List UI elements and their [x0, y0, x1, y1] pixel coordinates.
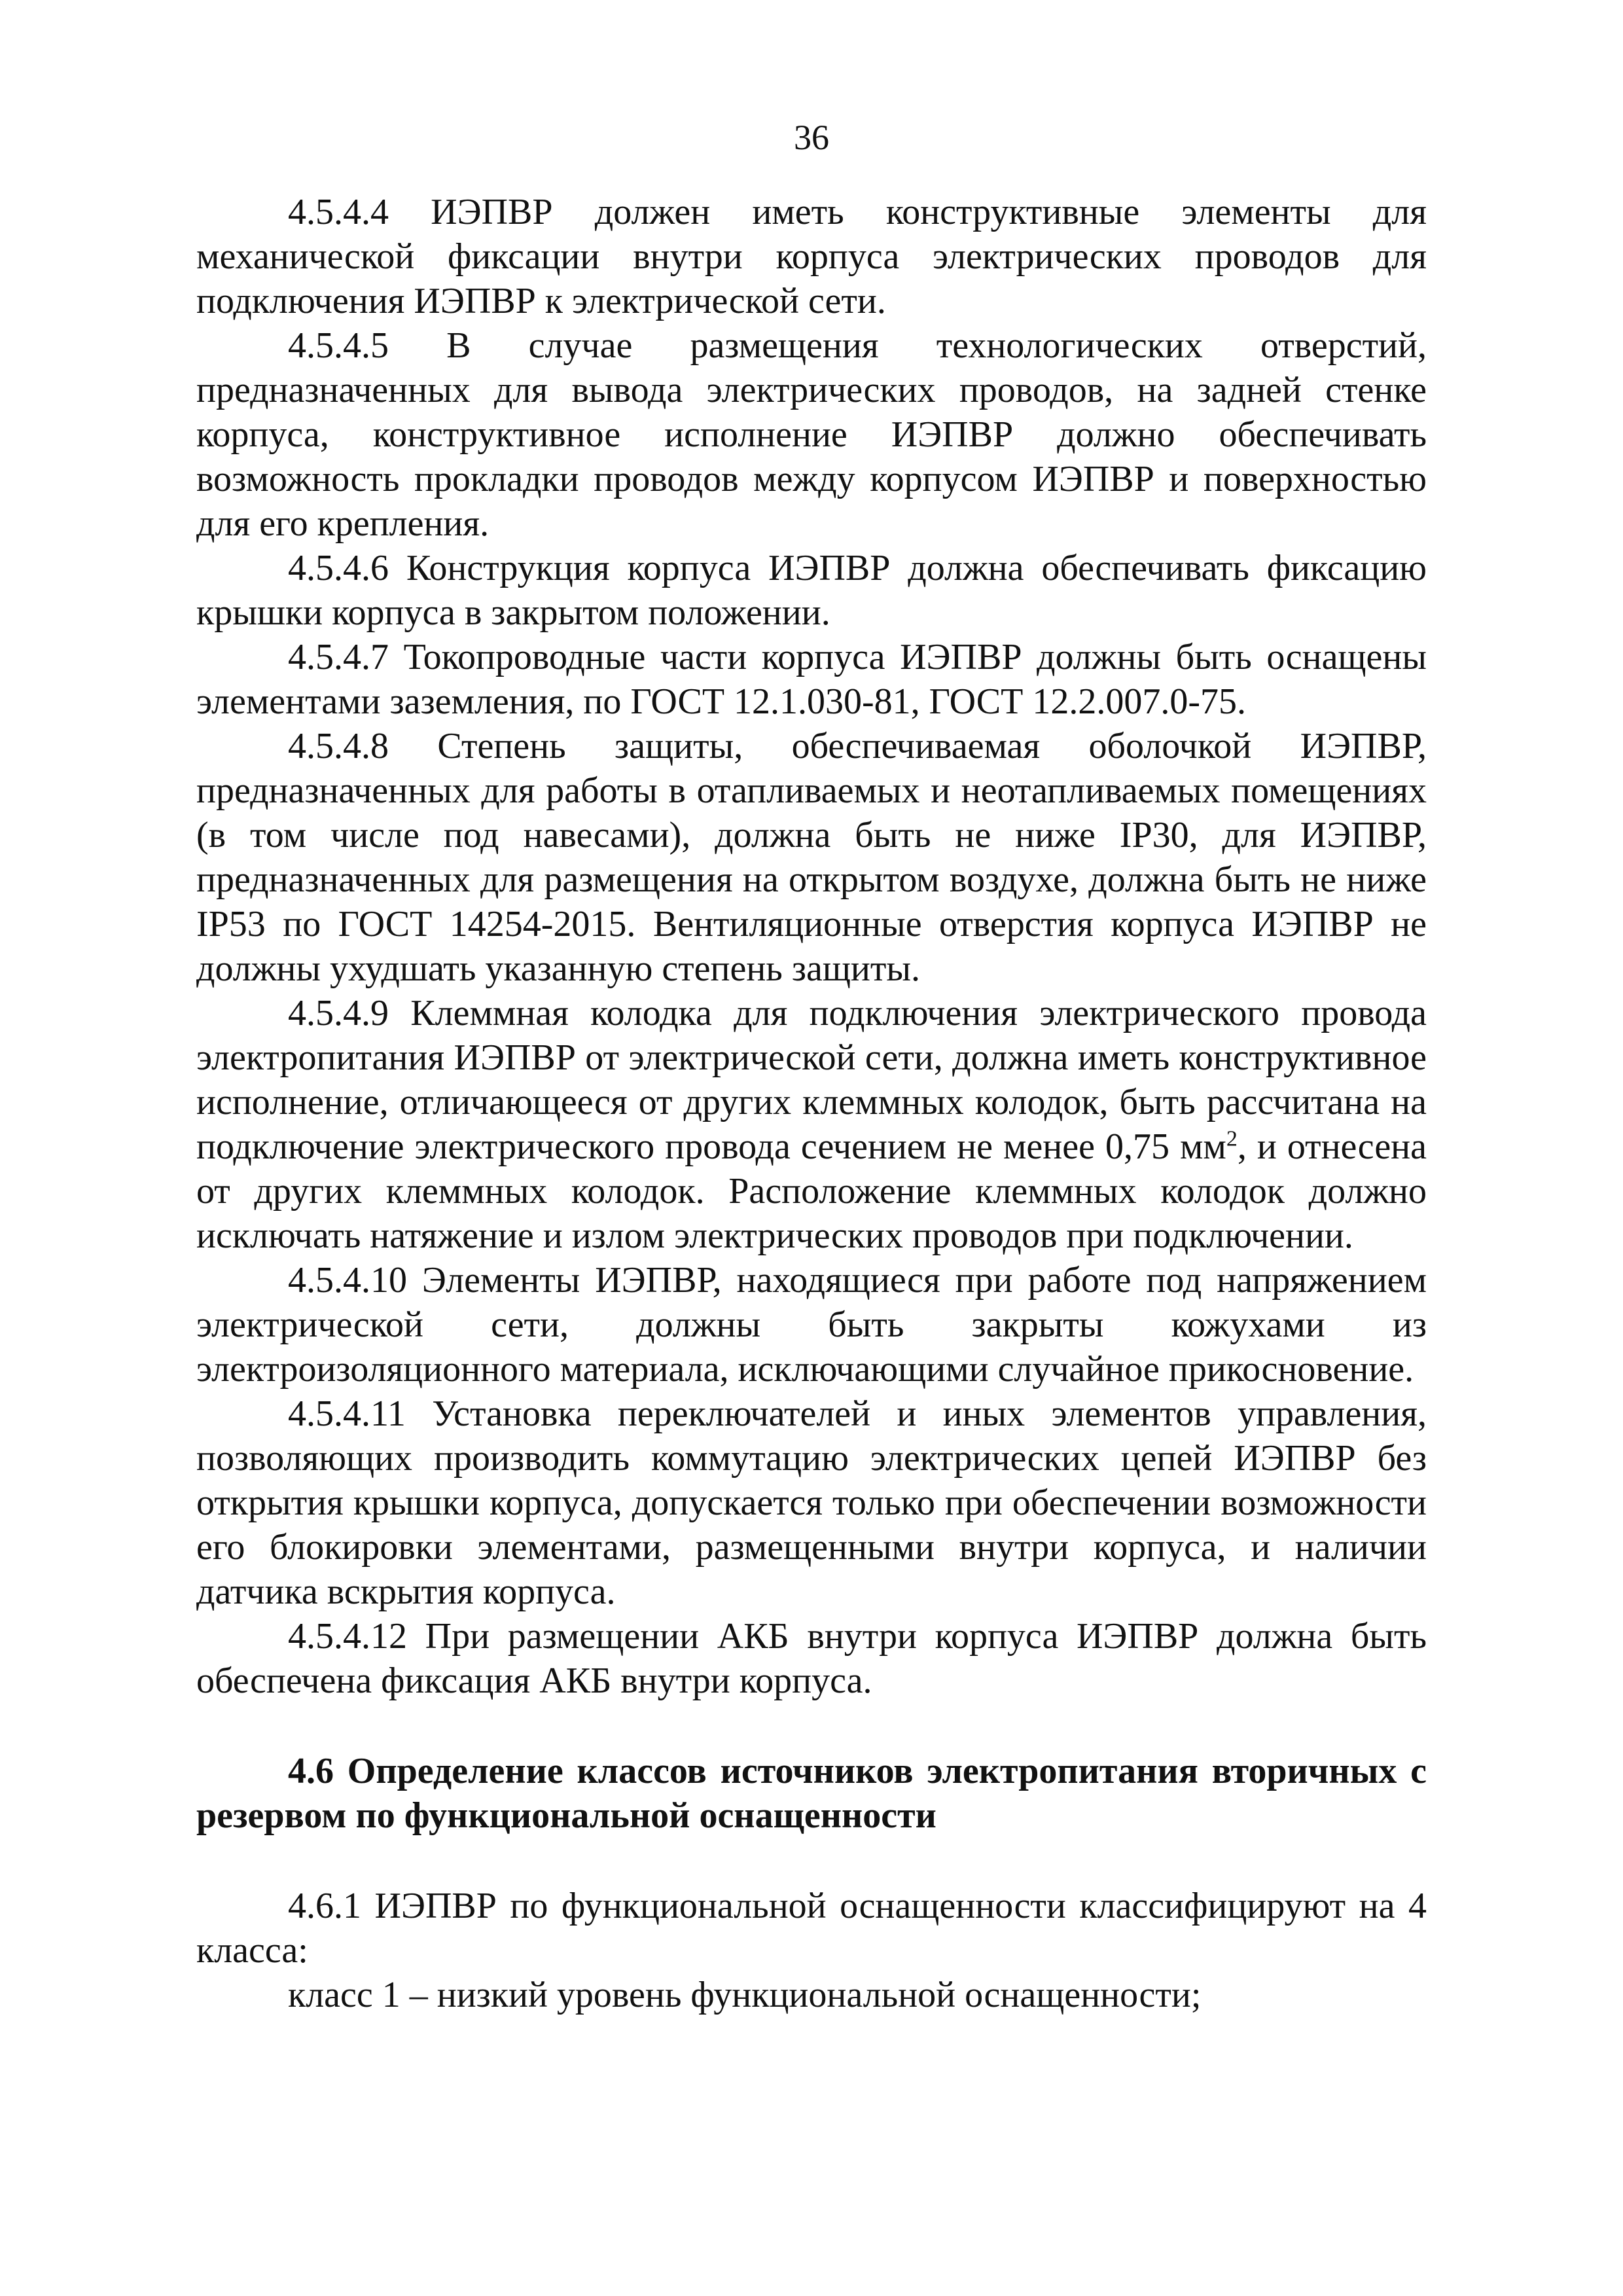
superscript-squared: 2	[1226, 1126, 1238, 1151]
paragraph-4549-text-start: 4.5.4.9 Клеммная колодка для подключения электрического провода электропитания ИЭПВР от электрической сети, должна иметь конструктивное исполнение, отличающееся от других клеммных колодок, быть рассчитана на подключение электрического провода сечением не менее 0,75 мм	[196, 993, 1427, 1167]
paragraph-4548: 4.5.4.8 Степень защиты, обеспечиваемая оболочкой ИЭПВР, предназначенных для работы в отапливаемых и неотапливаемых помещениях (в том числе под навесами), должна быть не ниже IP30, для ИЭПВР, предназначенных для размещения на открытом воздухе, должна быть не ниже IP53 по ГОСТ 14254-2015. Вентиляционные отверстия корпуса ИЭПВР не должны ухудшать указанную степень защиты.	[196, 726, 1427, 989]
paragraph-45412: 4.5.4.12 При размещении АКБ внутри корпуса ИЭПВР должна быть обеспечена фиксация АКБ внутри корпуса.	[196, 1616, 1427, 1701]
paragraph-461: 4.6.1 ИЭПВР по функциональной оснащенности классифицируют на 4 класса:	[196, 1886, 1427, 1971]
paragraph-4546: 4.5.4.6 Конструкция корпуса ИЭПВР должна обеспечивать фиксацию крышки корпуса в закрытом положении.	[196, 548, 1427, 633]
page-number: 36	[794, 118, 829, 157]
list-item-class-1: класс 1 – низкий уровень функциональной оснащенности;	[288, 1975, 1202, 2015]
paragraph-4547: 4.5.4.7 Токопроводные части корпуса ИЭПВР должны быть оснащены элементами заземления, по ГОСТ 12.1.030-81, ГОСТ 12.2.007.0-75.	[196, 637, 1427, 722]
paragraph-4549	[196, 991, 1427, 1258]
paragraph-45410: 4.5.4.10 Элементы ИЭПВР, находящиеся при работе под напряжением электрической сети, должны быть закрыты кожухами из электроизоляционного материала, исключающими случайное прикосновение.	[196, 1260, 1427, 1390]
document-body	[196, 190, 1427, 2017]
paragraph-4549-text-end: , и отнесена от других клеммных колодок. Расположение клеммных колодок должно исключать натяжение и излом электрических проводов при подключении.	[196, 1126, 1427, 1256]
section-heading-4-6: 4.6 Определение классов источников электропитания вторичных с резервом по функциональной оснащенности	[196, 1751, 1427, 1836]
paragraph-4544: 4.5.4.4 ИЭПВР должен иметь конструктивные элементы для механической фиксации внутри корпуса электрических проводов для подключения ИЭПВР к электрической сети.	[196, 192, 1427, 321]
paragraph-45411: 4.5.4.11 Установка переключателей и иных элементов управления, позволяющих производить коммутацию электрических цепей ИЭПВР без открытия крышки корпуса, допускается только при обеспечении возможности его блокировки элементами, размещенными внутри корпуса, и наличии датчика вскрытия корпуса.	[196, 1393, 1427, 1612]
paragraph-4545: 4.5.4.5 В случае размещения технологических отверстий, предназначенных для вывода электрических проводов, на задней стенке корпуса, конструктивное исполнение ИЭПВР должно обеспечивать возможность прокладки проводов между корпусом ИЭПВР и поверхностью для его крепления.	[196, 325, 1427, 544]
